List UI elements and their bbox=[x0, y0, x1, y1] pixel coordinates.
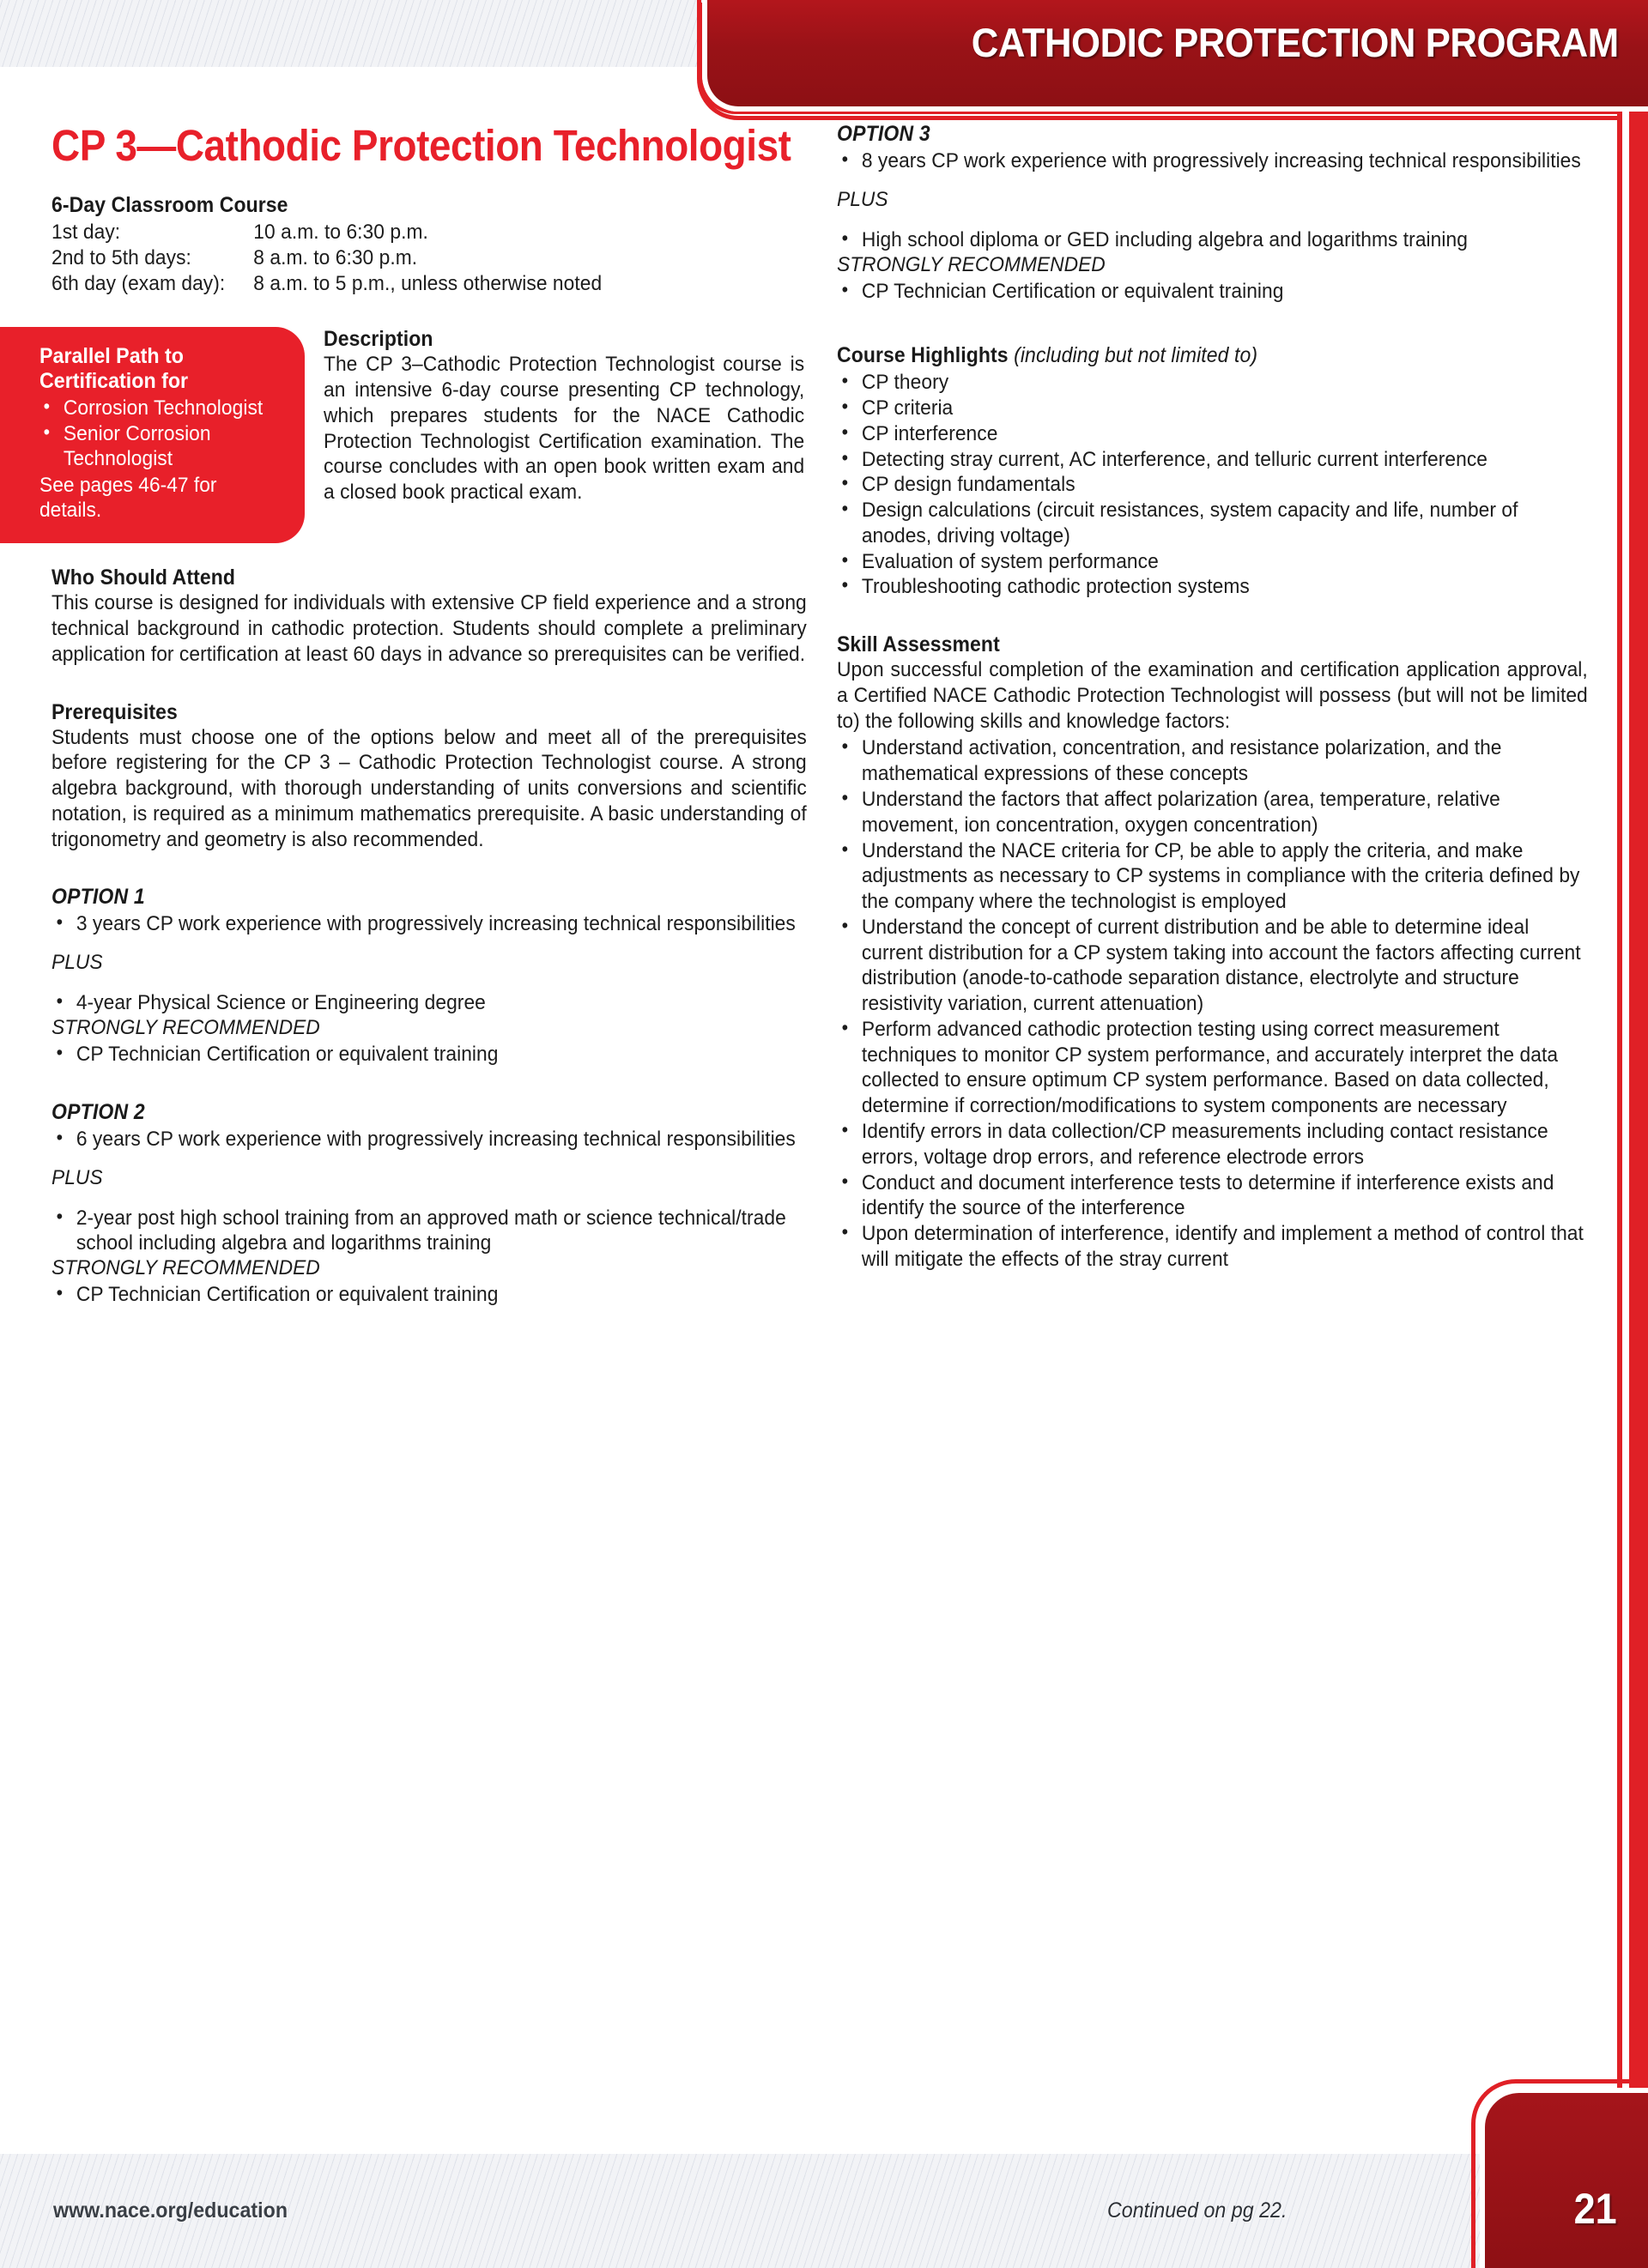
option-1-plus-label: PLUS bbox=[52, 951, 103, 975]
prerequisites-heading: Prerequisites bbox=[52, 699, 178, 724]
skill-assessment-intro: Upon successful completion of the examination and certification application approval, a Certified NACE Cathodic Protection Technologist will possess (but will not be limited to) the following skills and knowledge factors: bbox=[837, 658, 1588, 733]
list-item: • Detecting stray current, AC interference, and telluric current interference bbox=[837, 447, 1588, 473]
option-2-plus-label: PLUS bbox=[52, 1165, 103, 1189]
program-banner bbox=[702, 0, 1648, 112]
page-content bbox=[0, 112, 1596, 2137]
list-item: • Senior Corrosion Technologist bbox=[39, 421, 282, 472]
schedule-day-label: 2nd to 5th days: bbox=[52, 245, 191, 269]
parallel-path-callout bbox=[0, 327, 305, 543]
option-2-recommended-label: STRONGLY RECOMMENDED bbox=[52, 1256, 320, 1280]
skill-assessment-list bbox=[837, 735, 1588, 1272]
page-number-tab bbox=[1480, 2088, 1648, 2268]
prerequisites-body: Students must choose one of the options below and meet all of the prerequisites before registering for the CP 3 – Cathodic Protection Technologist course. A strong algebra background, with thorough understanding of units conversions and scientific notation, is required as a minimum mathematics prerequisite. A basic understanding of trigonometry and geometry is also recommended. bbox=[52, 725, 807, 851]
course-highlights-title: Course Highlights bbox=[837, 343, 1009, 368]
list-item: • CP theory bbox=[837, 370, 1588, 396]
schedule-row bbox=[52, 271, 807, 297]
course-highlights-heading bbox=[837, 343, 1583, 368]
list-item: • 4-year Physical Science or Engineering degree bbox=[52, 990, 807, 1016]
list-item: • 2-year post high school training from an approved math or science technical/trade school including algebra and logarithms training bbox=[52, 1206, 807, 1257]
list-item: • Understand the factors that affect polarization (area, temperature, relative movement, ion concentration, oxygen concentration) bbox=[837, 787, 1588, 838]
list-item: • CP Technician Certification or equivalent training bbox=[52, 1282, 807, 1308]
option-2-experience-list bbox=[52, 1127, 807, 1152]
option-1-plus-list bbox=[52, 990, 807, 1016]
callout-list bbox=[39, 396, 282, 471]
schedule-day-label: 1st day: bbox=[52, 221, 121, 245]
description-heading: Description bbox=[324, 327, 433, 352]
list-item: • Perform advanced cathodic protection testing using correct measurement techniques to monitor CP system performance, and accurately interpret the data collected to ensure optimum CP system performance. Based on data collected, determine if correction/modifications to system components are necessary bbox=[837, 1017, 1588, 1119]
schedule-heading: 6-Day Classroom Course bbox=[52, 193, 288, 218]
banner-title: CATHODIC PROTECTION PROGRAM bbox=[972, 20, 1619, 65]
schedule-day-label: 6th day (exam day): bbox=[52, 271, 226, 295]
list-item: • Design calculations (circuit resistances, system capacity and life, number of anodes, driving voltage) bbox=[837, 498, 1588, 549]
list-item: • High school diploma or GED including algebra and logarithms training bbox=[837, 227, 1588, 253]
callout-title: Parallel Path to Certification for bbox=[39, 344, 189, 394]
skill-assessment-heading: Skill Assessment bbox=[837, 632, 1000, 657]
list-item: • Understand the concept of current distribution and be able to determine ideal current distribution for a CP system taking into account the factors affecting current distribution (anode-to-cathode separation distance, electrolyte and structure resistivity variation, current attenuation) bbox=[837, 915, 1588, 1017]
description-column bbox=[305, 327, 807, 505]
list-item: • 3 years CP work experience with progressively increasing technical responsibilities bbox=[52, 911, 807, 937]
option-3-plus-label: PLUS bbox=[837, 187, 888, 211]
schedule-table bbox=[52, 220, 807, 296]
list-item: • Identify errors in data collection/CP measurements including contact resistance errors, voltage drop errors, and reference electrode errors bbox=[837, 1119, 1588, 1170]
schedule-row bbox=[52, 245, 807, 271]
who-should-attend-body: This course is designed for individuals with extensive CP field experience and a strong technical background in cathodic protection. Students should complete a preliminary application for certification at least 60 days in advance so prerequisites can be verified. bbox=[52, 591, 807, 666]
right-column bbox=[837, 122, 1588, 1273]
list-item: • CP interference bbox=[837, 421, 1588, 447]
callout-description-row bbox=[39, 327, 807, 543]
option-3-experience-list bbox=[837, 148, 1588, 174]
list-item: • 6 years CP work experience with progressively increasing technical responsibilities bbox=[52, 1127, 807, 1152]
option-3-recommended-list bbox=[837, 279, 1588, 305]
description-body: The CP 3–Cathodic Protection Technologist course is an intensive 6-day course presenting CP technology, which prepares students for the NACE Cathodic Protection Technologist Certification examination. The course concludes with an open book written exam and a closed book practical exam. bbox=[324, 353, 805, 505]
list-item: • Understand activation, concentration, and resistance polarization, and the mathematical expressions of these concepts bbox=[837, 735, 1588, 787]
option-1-experience-list bbox=[52, 911, 807, 937]
list-item: • Troubleshooting cathodic protection systems bbox=[837, 574, 1588, 600]
list-item: • Corrosion Technologist bbox=[39, 396, 282, 420]
list-item: • Upon determination of interference, identify and implement a method of control that will mitigate the effects of the stray current bbox=[837, 1221, 1588, 1273]
option-2-plus-list bbox=[52, 1206, 807, 1257]
who-should-attend-heading: Who Should Attend bbox=[52, 565, 236, 590]
callout-note: See pages 46-47 for details. bbox=[39, 473, 217, 522]
list-item: • CP design fundamentals bbox=[837, 472, 1588, 498]
list-item: • Evaluation of system performance bbox=[837, 549, 1588, 575]
page-number: 21 bbox=[1573, 2185, 1617, 2233]
list-item: • 8 years CP work experience with progressively increasing technical responsibilities bbox=[837, 148, 1588, 174]
option-3-plus-list bbox=[837, 227, 1588, 253]
schedule-day-time: 8 a.m. to 5 p.m., unless otherwise noted bbox=[253, 271, 603, 295]
option-3-heading: OPTION 3 bbox=[837, 122, 930, 146]
schedule-day-time: 8 a.m. to 6:30 p.m. bbox=[253, 245, 418, 269]
option-1-recommended-label: STRONGLY RECOMMENDED bbox=[52, 1015, 320, 1039]
option-3-recommended-label: STRONGLY RECOMMENDED bbox=[837, 252, 1106, 276]
footer-website-url[interactable]: www.nace.org/education bbox=[53, 2198, 288, 2223]
list-item: • CP criteria bbox=[837, 396, 1588, 421]
schedule-row bbox=[52, 220, 807, 245]
course-highlights-list bbox=[837, 370, 1588, 600]
list-item: • CP Technician Certification or equivalent training bbox=[837, 279, 1588, 305]
list-item: • CP Technician Certification or equivalent training bbox=[52, 1042, 807, 1067]
list-item: • Conduct and document interference tests to determine if interference exists and identify the source of the interference bbox=[837, 1170, 1588, 1222]
page-title: CP 3—Cathodic Protection Technologist bbox=[52, 121, 791, 170]
option-2-recommended-list bbox=[52, 1282, 807, 1308]
right-rail bbox=[1622, 112, 1648, 2154]
schedule-day-time: 10 a.m. to 6:30 p.m. bbox=[253, 221, 428, 245]
option-2-heading: OPTION 2 bbox=[52, 1099, 145, 1124]
option-1-recommended-list bbox=[52, 1042, 807, 1067]
left-column bbox=[39, 121, 807, 1308]
course-highlights-note: (including but not limited to) bbox=[1014, 343, 1258, 368]
option-1-heading: OPTION 1 bbox=[52, 885, 145, 910]
footer-continued-note: Continued on pg 22. bbox=[1107, 2198, 1288, 2223]
list-item: • Understand the NACE criteria for CP, be able to apply the criteria, and make adjustments as necessary to CP systems in compliance with the criteria defined by the company where the technologist is employed bbox=[837, 838, 1588, 915]
